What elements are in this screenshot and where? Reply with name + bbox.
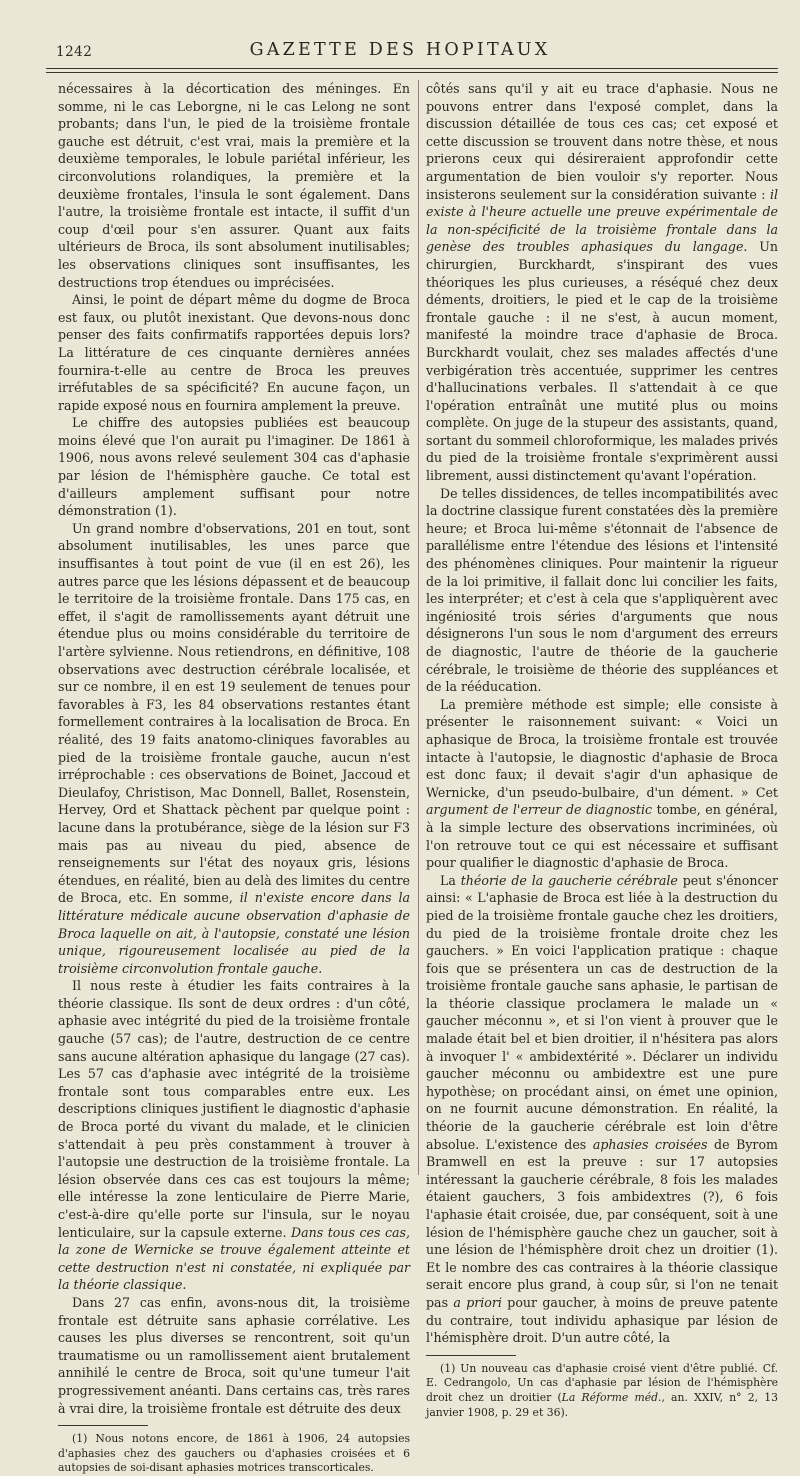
paragraph-text: Un grand nombre d'observations, 201 en tout, sont absolument inutilisables, les unes parce que insuffisantes à tout point de vue (il en est 26), les autres parce que les lésions dépassent et de beaucoup le territoire de la troisième frontale. Dans 175 cas, en effet, il s'agit de ramollissements ayant détruit une étendue plus ou moins considérable du territoire de l'artère sylvienne. Nous retiendrons, en définitive, 108 observations avec destruction cérébrale localisée, et sur ce nombre, il en est 19 seulement de tenues pour favorables à F3, les 84 observations restantes étant formellement contraires à la localisation de Broca. En réalité, des 19 faits anatomo-cliniques favorables au pied de la troisième frontale gauche, aucun n'est irréprochable : ces observations de Boinet, Jaccoud et Dieulafoy, Christison, Mac Donnell, Ballet, Rosenstein, Hervey, Ord et Shattack pèchent par quelque point : lacune dans la protubérance, siège de la lésion sur F3 mais pas au niveau du pied, absence de renseignements sur l'état des noyaux gris, lésions étendues, en réalité, bien au delà des limites du centre de Broca, etc. En somme,: [58, 520, 410, 906]
emphasis-text: Dans tous ces cas, la zone de Wernicke se trouve également atteinte et cette destruction n'est ni constatée, ni expliquée par la théorie classique.: [58, 1224, 410, 1293]
emphasis-text: il existe à l'heure actuelle une preuve expérimentale de la non-spécificité de la troisième frontale dans la genèse des troubles aphasiques du langage.: [426, 186, 778, 255]
paragraph: nécessaires à la décortication des méninges. En somme, ni le cas Leborgne, ni le cas Lelong ne sont probants; dans l'un, le pied de la troisième frontale gauche est détruit, c'est vrai, mais la première et la deuxième temporales, le lobule pariétal inférieur, les circonvolutions rolandiques, la première et la deuxième frontales, l'insula le sont également. Dans l'autre, la troisième frontale est intacte, il suffit d'un coup d'œil pour s'en assurer. Quant aux faits ultérieurs de Broca, ils sont absolument inutilisables; les observations cliniques sont insuffisantes, les destructions trop étendues ou imprécisées.: [58, 81, 410, 290]
footnote: [58, 1432, 410, 1476]
paragraph-text: Un chirurgien, Burckhardt, s'inspirant des vues théoriques les plus curieuses, a réséqué chez deux déments, droitiers, le pied et le cap de la troisième frontale gauche : il ne s'est, à aucun moment, manifesté la moindre trace d'aphasie de Broca. Burckhardt voulait, chez ses malades affectés d'une verbigération très accentuée, supprimer les centres d'hallucinations verbales. Il s'attendait à ce que l'opération entraînât une mutité plus ou moins complète. On juge de la stupeur des assistants, quand, sortant du sommeil chloroformique, les malades privés du pied de la troisième frontale s'exprimèrent aussi librement, aussi distinctement qu'avant l'opération.: [426, 239, 778, 484]
paragraph: De telles dissidences, de telles incompatibilités avec la doctrine classique furent constatées dès la première heure; et Broca lui-même s'étonnait de l'absence de parallélisme entre l'étendue des lésions et l'intensité des phénomènes cliniques. Pour maintenir la rigueur de la loi primitive, il fallait donc lui concilier les faits, les interpréter; et c'est à cela que s'appliquèrent avec ingéniosité trois séries d'arguments que nous désignerons l'un sous le nom d'argument des erreurs de diagnostic, l'autre de théorie de la gaucherie cérébrale, le troisième de théorie des suppléances et de la rééducation.: [426, 485, 778, 695]
journal-title: GAZETTE DES HOPITAUX: [249, 40, 551, 60]
footnote-rule: [426, 1355, 516, 1356]
header-rule: [46, 68, 778, 69]
footnote-rule: [58, 1425, 148, 1426]
paragraph: [426, 872, 778, 1347]
paragraph-text: côtés sans qu'il y ait eu trace d'aphasie. Nous ne pouvons entrer dans l'exposé complet, dans la discussion détaillée de tous ces cas; cet exposé et cette discussion se trouvent dans notre thèse, et nous prierons ceux qui désireraient approfondir cette argumentation de bien vouloir s'y reporter. Nous insisterons seulement sur la considération suivante :: [426, 81, 778, 202]
right-column: [426, 80, 778, 1420]
paragraph-text: La: [440, 872, 456, 888]
footnote: [426, 1362, 778, 1420]
page-header: [0, 40, 800, 70]
emphasis-text: a priori: [453, 1294, 502, 1310]
emphasis-text: théorie de la gaucherie cérébrale: [460, 872, 678, 888]
paragraph: [426, 696, 778, 872]
page-number: 1242: [56, 44, 93, 60]
paragraph: [58, 520, 410, 977]
paragraph: Le chiffre des autopsies publiées est beaucoup moins élevé que l'on aurait pu l'imaginer. De 1861 à 1906, nous avons relevé seulement 304 cas d'aphasie par lésion de l'hémisphère gauche. Ce total est d'ailleurs amplement suffisant pour notre démonstration (1).: [58, 415, 410, 519]
paragraph-text: tombe, en général, à la simple lecture des observations incriminées, où l'on retrouve tout ce qui est nécessaire et suffisant pour qualifier le diagnostic d'aphasie de Broca.: [426, 802, 778, 871]
paragraph-text: pour gaucher, à moins de preuve patente du contraire, tout individu aphasique par lésion de l'hémisphère droit. D'un autre côté, la: [426, 1294, 778, 1346]
paragraph: [426, 80, 778, 485]
footnote-text-tail: , an. XXIV, n° 2, 13 janvier 1908, p. 29 et 36).: [426, 1390, 778, 1419]
paragraph: Ainsi, le point de départ même du dogme de Broca est faux, ou plutôt inexistant. Que devons-nous donc penser des faits confirmatifs rapportées depuis lors? La littérature de ces cinquante dernières années fournira-t-elle au centre de Broca les preuves irréfutables de sa spécificité? En aucune façon, un rapide exposé nous en fournira amplement la preuve.: [58, 292, 410, 413]
footnote-text-lead: (1) Un nouveau cas d'aphasie croisé vient d'être publié. Cf. E. Cedrangolo, Un cas d'aphasie par lésion de l'hémisphère droit chez un droitier (: [426, 1361, 778, 1404]
left-column: [58, 80, 410, 1476]
emphasis-text: La Réforme méd.: [561, 1390, 662, 1404]
header-rule-thin: [46, 72, 778, 73]
paragraph: [58, 977, 410, 1294]
footnote-text: (1) Nous notons encore, de 1861 à 1906, 24 autopsies d'aphasies chez des gauchers ou d'aphasies croisées et 6 autopsies de soi-disant aphasies motrices transcorticales.: [58, 1432, 410, 1475]
column-divider: [418, 80, 419, 1175]
paragraph-text: La première méthode est simple; elle consiste à présenter le raisonnement suivant: « Voici un aphasique de Broca, la troisième frontale est trouvée intacte à l'autopsie, le diagnostic d'aphasie de Broca est donc faux; il devait s'agir d'un aphasique de Wernicke, d'un pseudo-bulbaire, d'un dément. » Cet: [426, 696, 778, 800]
paragraph: Dans 27 cas enfin, avons-nous dit, la troisième frontale est détruite sans aphasie corrélative. Les causes les plus diverses se rencontrent, soit qu'un traumatisme ou un ramollissement aient brutalement annihilé le centre de Broca, soit qu'une tumeur l'ait progressivement anéanti. Dans certains cas, très rares à vrai dire, la troisième frontale est détruite des deux: [58, 1294, 410, 1416]
paragraph-text: peut s'énoncer ainsi: « L'aphasie de Broca est liée à la destruction du pied de la troisième frontale gauche chez les droitiers, du pied de la troisième frontale droite chez les gauchers. » En voici l'application pratique : chaque fois que se présentera un cas de destruction de la troisième frontale gauche sans aphasie, le partisan de la théorie classique proclamera le malade un « gaucher méconnu », et si l'on vient à prouver que le malade était bel et bien droitier, il n'hésitera pas alors à invoquer l' « ambidextérité ». Déclarer un individu gaucher méconnu ou ambidextre est une pure hypothèse; on procédant ainsi, on émet une opinion, on ne fournit aucune démonstration. En réalité, la théorie de la gaucherie cérébrale est loin d'être absolue. L'existence des: [426, 872, 778, 1152]
emphasis-text: il n'existe encore dans la littérature médicale aucune observation d'aphasie de Broca laquelle on ait, à l'autopsie, constaté une lésion unique, rigoureusement localisée au pied de la troisième circonvolution frontale gauche.: [58, 890, 410, 976]
emphasis-text: aphasies croisées: [592, 1136, 708, 1152]
paragraph-text: de Byrom Bramwell en est la preuve : sur 17 autopsies intéressant la gaucherie cérébrale, 8 fois les malades étaient gauchers, 3 fois ambidextres (?), 6 fois l'aphasie était croisée, due, par conséquent, soit à une lésion de l'hémisphère gauche chez un gaucher, soit à une lésion de l'hémisphère droit chez un droitier (1). Et le nombre des cas contraires à la théorie classique serait encore plus grand, à coup sûr, si l'on ne tenait pas: [426, 1136, 778, 1310]
emphasis-text: argument de l'erreur de diagnostic: [426, 802, 653, 818]
paragraph-text: Il nous reste à étudier les faits contraires à la théorie classique. Ils sont de deux ordres : d'un côté, aphasie avec intégrité du pied de la troisième frontale gauche (57 cas); de l'autre, destruction de ce centre sans aucune altération aphasique du langage (27 cas). Les 57 cas d'aphasie avec intégrité de la troisième frontale sont tous comparables entre eux. Les descriptions cliniques justifient le diagnostic d'aphasie de Broca porté du vivant du malade, et le clinicien s'attendait à peu près constamment à trouver à l'autopsie une destruction de la troisième frontale. La lésion observée dans ces cas est toujours la même; elle intéresse la zone lenticulaire de Pierre Marie, c'est-à-dire qu'elle porte sur l'insula, sur le noyau lenticulaire, sur la capsule externe.: [58, 978, 410, 1240]
footnote-text: [426, 1362, 778, 1420]
